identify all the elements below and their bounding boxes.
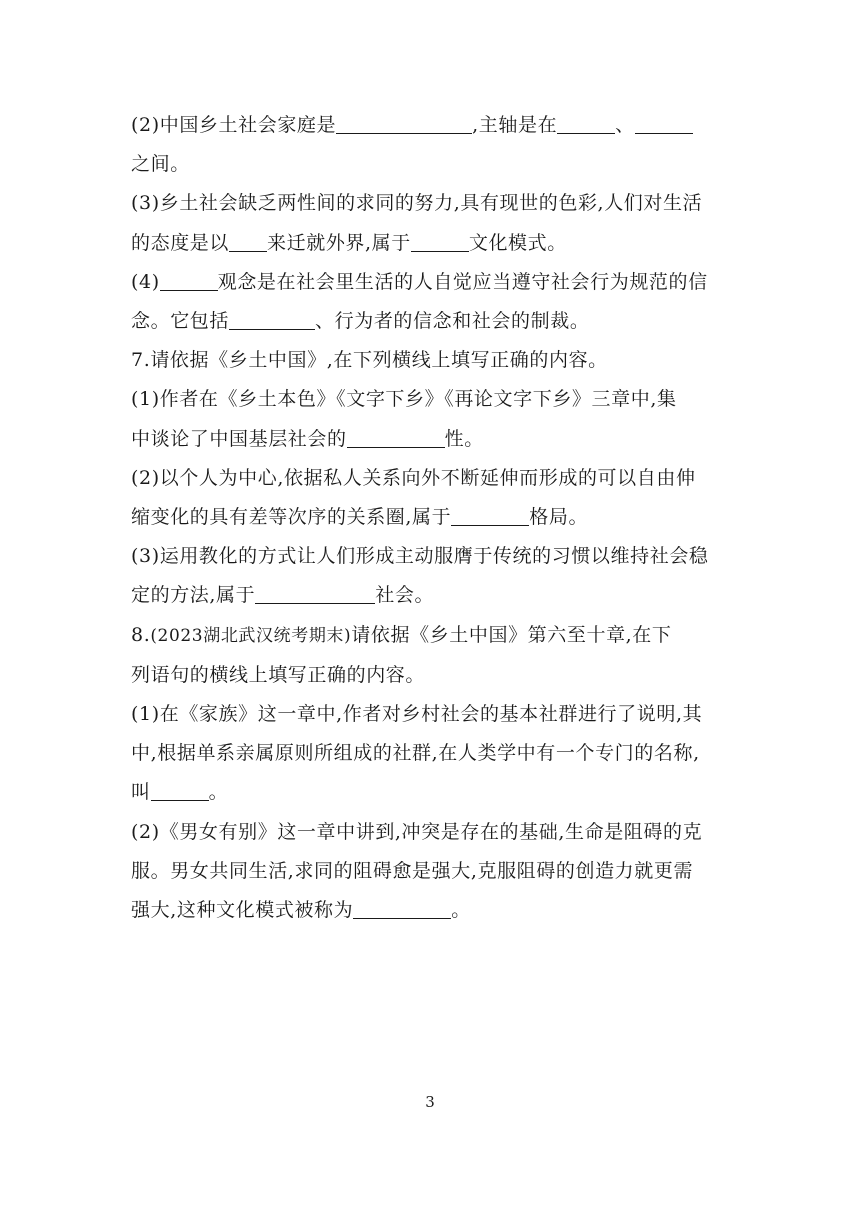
q8-p2-line2: 服。男女共同生活,求同的阻碍愈是强大,克服阻碍的创造力就更需 <box>131 859 694 882</box>
q6-p4-line2: 念。它包括 、行为者的信念和社会的制裁。 <box>131 310 590 333</box>
document-body <box>131 106 731 930</box>
answer-blank <box>255 602 375 604</box>
q8-p2-line3: 强大,这种文化模式被称为 。 <box>131 899 471 922</box>
q6-p3-line2: 的态度是以 来迁就外界,属于 文化模式。 <box>131 231 567 254</box>
q6-p2-line1: (2)中国乡土社会家庭是 ,主轴是在 、 <box>131 106 731 145</box>
answer-blank <box>635 132 693 134</box>
q8-p2-line1: (2)《男女有别》这一章中讲到,冲突是存在的基础,生命是阻碍的克 <box>131 820 703 843</box>
answer-blank <box>229 328 315 330</box>
q7-p2-line1: (2)以个人为中心,依据私人关系向外不断延伸而形成的可以自由伸 <box>131 466 696 489</box>
page-number: 3 <box>425 1093 435 1111</box>
q7-p1-line2: 中谈论了中国基层社会的 性。 <box>131 427 484 450</box>
answer-blank <box>160 289 218 291</box>
q8-stem-line1: 8.(2023湖北武汉统考期末)请依据《乡土中国》第六至十章,在下 <box>131 623 672 646</box>
q7-stem: 7.请依据《乡土中国》,在下列横线上填写正确的内容。 <box>131 349 608 372</box>
q8-p1-line2: 中,根据单系亲属原则所组成的社群,在人类学中有一个专门的名称, <box>131 742 700 765</box>
answer-blank <box>151 799 209 801</box>
q8-p1-line1: (1)在《家族》这一章中,作者对乡村社会的基本社群进行了说明,其 <box>131 703 703 726</box>
answer-blank <box>229 250 267 252</box>
answer-blank <box>451 524 529 526</box>
question-source: (2023湖北武汉统考期末) <box>150 625 352 646</box>
answer-blank <box>336 132 472 134</box>
answer-blank <box>557 132 615 134</box>
q6-p3-line1: (3)乡土社会缺乏两性间的求同的努力,具有现世的色彩,人们对生活 <box>131 192 703 215</box>
q8-stem-line2: 列语句的横线上填写正确的内容。 <box>131 663 426 686</box>
q7-p2-line2: 缩变化的具有差等次序的关系圈,属于 格局。 <box>131 506 589 529</box>
q8-p1-line3: 叫 。 <box>131 781 229 804</box>
answer-blank <box>411 250 469 252</box>
answer-blank <box>347 446 445 448</box>
q7-p3-line2: 定的方法,属于 社会。 <box>131 584 435 607</box>
q6-p2-line2: 之间。 <box>131 153 190 176</box>
answer-blank <box>353 917 451 919</box>
q7-p3-line1: (3)运用教化的方式让人们形成主动服膺于传统的习惯以维持社会稳 <box>131 545 709 568</box>
q6-p4-line1: (4) 观念是在社会里生活的人自觉应当遵守社会行为规范的信 <box>131 270 708 293</box>
q7-p1-line1: (1)作者在《乡土本色》《文字下乡》《再论文字下乡》三章中,集 <box>131 388 677 411</box>
